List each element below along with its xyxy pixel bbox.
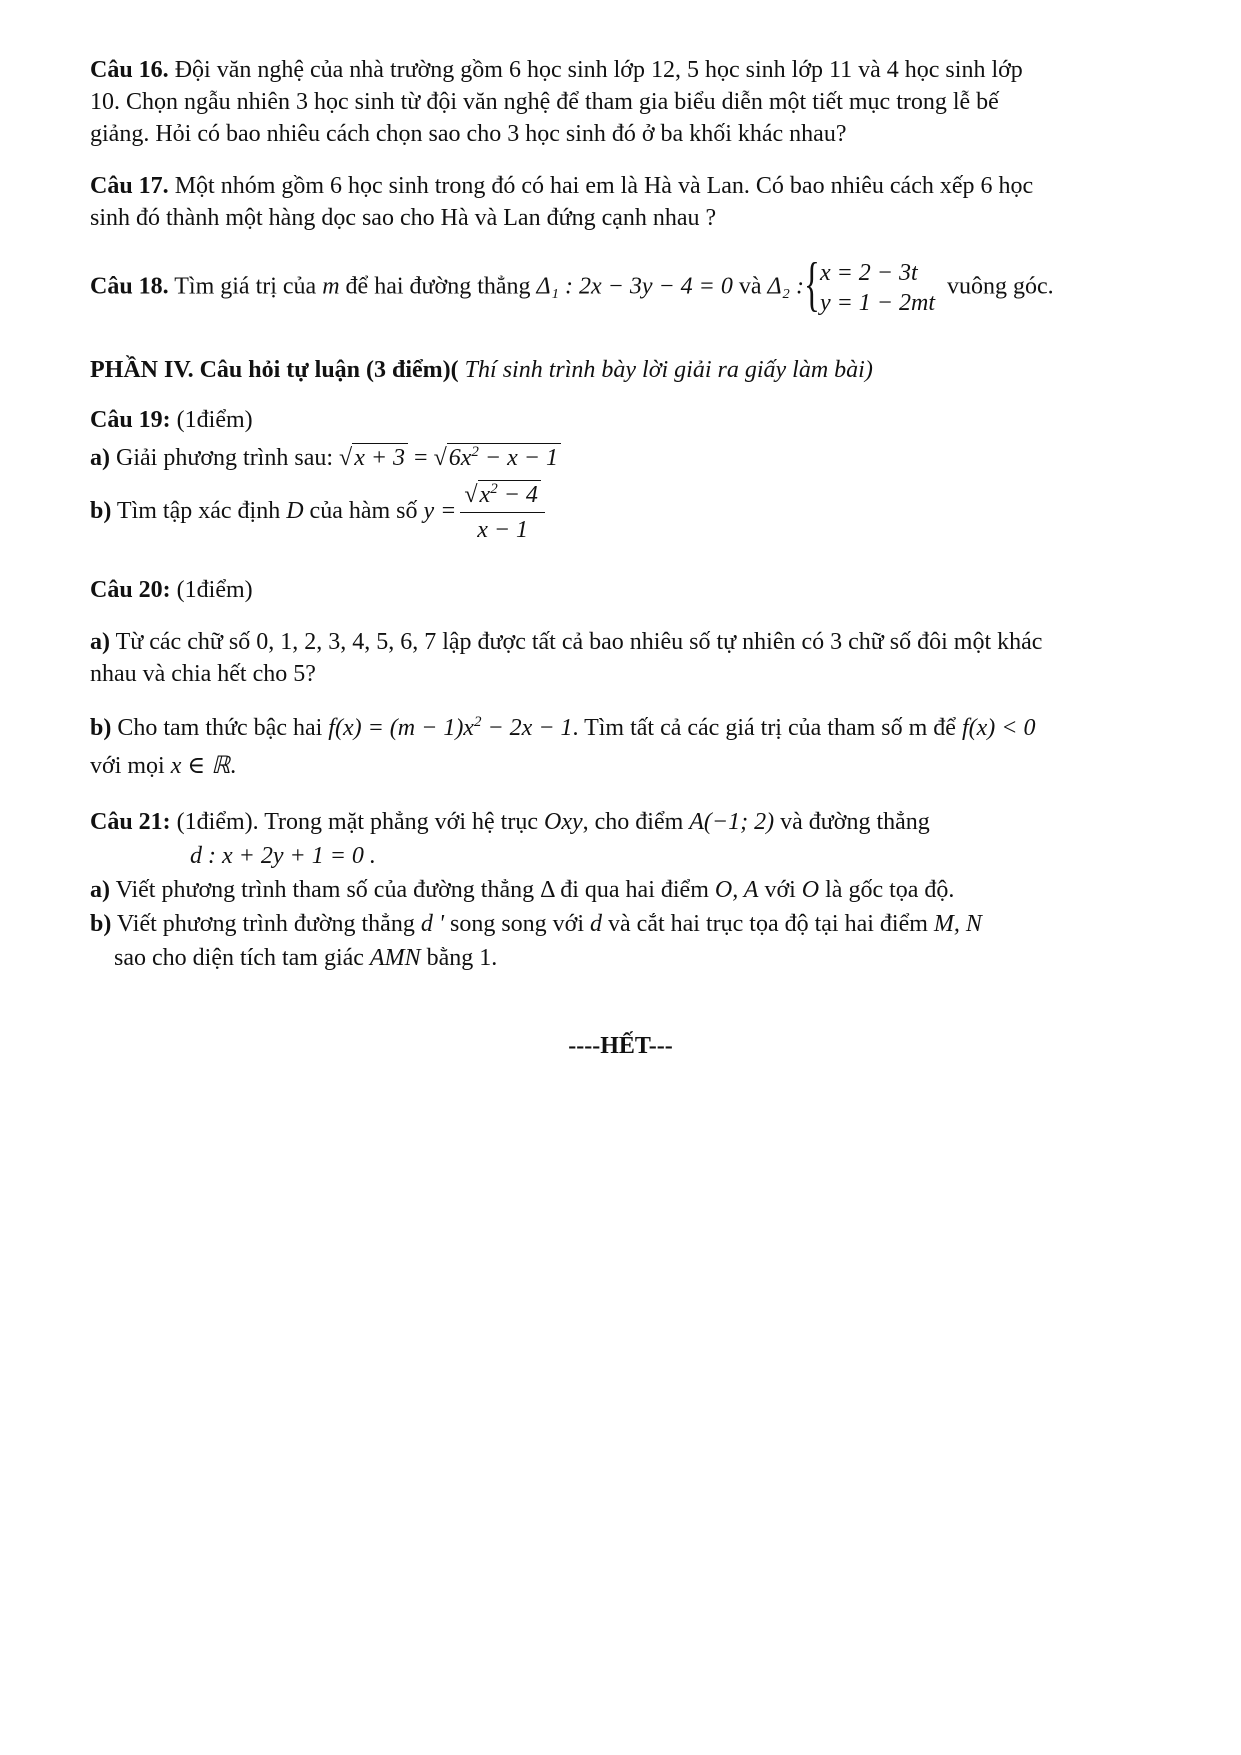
q21-line-d: d : x + 2y + 1 = 0 . bbox=[190, 843, 376, 869]
q19a-sqrt-right: $√6x^2 - x - 1$ bbox=[434, 442, 561, 474]
q16-line1: Đội văn nghệ của nhà trường gồm 6 học sinh lớp 12, 5 học sinh lớp 11 và 4 học sinh lớp bbox=[168, 57, 1023, 83]
q21-text2: , cho điểm bbox=[582, 809, 690, 835]
q20b-text2: . Tìm tất cả các giá trị của tham số m để bbox=[572, 715, 962, 741]
q17-label: Câu 17. bbox=[90, 173, 169, 199]
end-marker: ----HẾT--- bbox=[568, 1033, 673, 1059]
q20a-line1: Từ các chữ số 0, 1, 2, 3, 4, 5, 6, 7 lập được tất cả bao nhiêu số tự nhiên có 3 chữ số đôi một khác bbox=[110, 629, 1043, 655]
question-17 bbox=[90, 170, 1170, 234]
q17-line2: sinh đó thành một hàng dọc sao cho Hà và Lan đứng cạnh nhau ? bbox=[90, 205, 717, 231]
q20b-line2-math: x ∈ ℝ bbox=[170, 753, 231, 779]
q20b-function-rest: − 2x − 1 bbox=[481, 715, 573, 741]
q21-point-a: A(−1; 2) bbox=[689, 809, 775, 835]
q19a-lhs: x + 3 bbox=[352, 443, 408, 471]
q20b-inequality: f(x) < 0 bbox=[961, 715, 1036, 741]
q19a-rhs-exp: 2 bbox=[471, 444, 479, 460]
q19b-y: y = bbox=[423, 498, 457, 525]
q21b-mn: M, N bbox=[933, 911, 982, 937]
q17-line1: Một nhóm gồm 6 học sinh trong đó có hai em là Hà và Lan. Có bao nhiêu cách xếp 6 học bbox=[168, 173, 1034, 199]
q21b-d: d bbox=[590, 911, 603, 937]
q21b-text1: Viết phương trình đường thẳng bbox=[111, 911, 421, 937]
q19b-text: Tìm tập xác định bbox=[111, 498, 287, 525]
q19b-text2: của hàm số bbox=[303, 498, 424, 525]
q20a-label: a) bbox=[90, 629, 110, 655]
q21b-text2: song song với bbox=[443, 911, 591, 937]
q20b-text1: Cho tam thức bậc hai bbox=[111, 715, 329, 741]
q18-delta2-label: Δ₂ : bbox=[767, 273, 804, 300]
q21a-text4: là gốc tọa độ. bbox=[819, 877, 955, 903]
q18-text-mid: để hai đường thẳng bbox=[339, 273, 537, 300]
q19a-rhs-rest: − x − 1 bbox=[478, 445, 558, 471]
q16-line3: giảng. Hỏi có bao nhiêu cách chọn sao cho 3 học sinh đó ở ba khối khác nhau? bbox=[90, 121, 847, 147]
q19a-equals: = bbox=[408, 445, 434, 471]
question-19 bbox=[90, 404, 1170, 545]
q21-label: Câu 21: bbox=[90, 809, 171, 835]
q21b-line2-a: sao cho diện tích tam giác bbox=[114, 945, 370, 971]
q21b-text3: và cắt hai trục tọa độ tại hai điểm bbox=[602, 911, 934, 937]
q19b-num-rest: − 4 bbox=[497, 482, 538, 508]
q21-text3: và đường thẳng bbox=[774, 809, 930, 835]
question-16 bbox=[90, 54, 1170, 150]
q18-text-after: vuông góc. bbox=[940, 273, 1054, 300]
q21a-label: a) bbox=[90, 877, 110, 903]
q21a-text2: đi qua hai điểm bbox=[554, 877, 715, 903]
q18-system-row-1: x = 2 − 3t bbox=[819, 260, 918, 286]
q21b-line2-b: bằng bbox=[420, 945, 480, 971]
q18-var-m: m bbox=[322, 273, 340, 300]
q19b-num-exp: 2 bbox=[490, 481, 498, 497]
q20b-line2-end: . bbox=[230, 753, 237, 779]
q18-equation-system bbox=[803, 251, 935, 318]
q19b-label: b) bbox=[90, 498, 112, 525]
q19a-text: Giải phương trình sau: bbox=[110, 445, 340, 471]
q20b-function-exp: 2 bbox=[473, 714, 482, 730]
q19b-num-base: x bbox=[479, 482, 491, 508]
q21a-text1: Viết phương trình tham số của đường thẳng bbox=[110, 877, 541, 903]
q21b-amn: AMN bbox=[369, 945, 421, 971]
q19-points: (1điểm) bbox=[170, 407, 253, 433]
q21b-dprime: d ' bbox=[420, 911, 444, 937]
part4-note: Thí sinh trình bày lời giải ra giấy làm bài) bbox=[458, 357, 873, 383]
q21a-origin: O bbox=[801, 877, 820, 903]
q20a-line2: nhau và chia hết cho 5? bbox=[90, 661, 316, 687]
question-18 bbox=[90, 251, 1170, 318]
q20-label: Câu 20: bbox=[90, 577, 171, 603]
q19b-var-d: D bbox=[286, 498, 304, 525]
q21b-line2-c: . bbox=[491, 945, 498, 971]
q19a-rhs-base: 6x bbox=[448, 445, 472, 471]
q21a-delta: Δ bbox=[540, 877, 555, 903]
q18-text-and: và bbox=[732, 273, 768, 300]
q21-intro: (1điểm). Trong mặt phẳng với hệ trục bbox=[170, 809, 544, 835]
question-21 bbox=[90, 806, 1170, 974]
part4-title: PHẦN IV. Câu hỏi tự luận (3 điểm)( bbox=[90, 357, 459, 383]
q19-label: Câu 19: bbox=[90, 407, 171, 433]
q19b-denominator: x − 1 bbox=[477, 517, 529, 543]
question-20 bbox=[90, 574, 1170, 782]
q18-delta1-equation: Δ₁ : 2x − 3y − 4 = 0 bbox=[536, 273, 733, 300]
q21a-text3: với bbox=[758, 877, 802, 903]
q16-line2: 10. Chọn ngẫu nhiên 3 học sinh từ đội văn nghệ để tham gia biểu diễn một tiết mục trong lễ bế bbox=[90, 89, 999, 115]
q21b-one: 1 bbox=[479, 945, 492, 971]
part-4-heading bbox=[90, 354, 1170, 386]
q16-label: Câu 16. bbox=[90, 57, 169, 83]
q20b-function: f(x) = (m − 1)x bbox=[328, 715, 474, 741]
q19a-sqrt-left: √x + 3 bbox=[339, 442, 408, 474]
q20b-line2-text: với mọi bbox=[90, 753, 171, 779]
left-brace-icon: { bbox=[803, 251, 820, 317]
q20b-label: b) bbox=[90, 715, 112, 741]
q21b-label: b) bbox=[90, 911, 112, 937]
q18-label: Câu 18. bbox=[90, 273, 169, 300]
q21-oxy: Oxy bbox=[543, 809, 583, 835]
q19a-label: a) bbox=[90, 445, 110, 471]
q19b-fraction bbox=[460, 480, 545, 545]
q21a-points: O, A bbox=[714, 877, 759, 903]
q19b-sqrt: $√x^2 - 4$ bbox=[464, 480, 541, 510]
q20-points: (1điểm) bbox=[170, 577, 253, 603]
q18-text-before: Tìm giá trị của bbox=[168, 273, 323, 300]
q18-system-row-2: y = 1 − 2mt bbox=[819, 290, 935, 316]
